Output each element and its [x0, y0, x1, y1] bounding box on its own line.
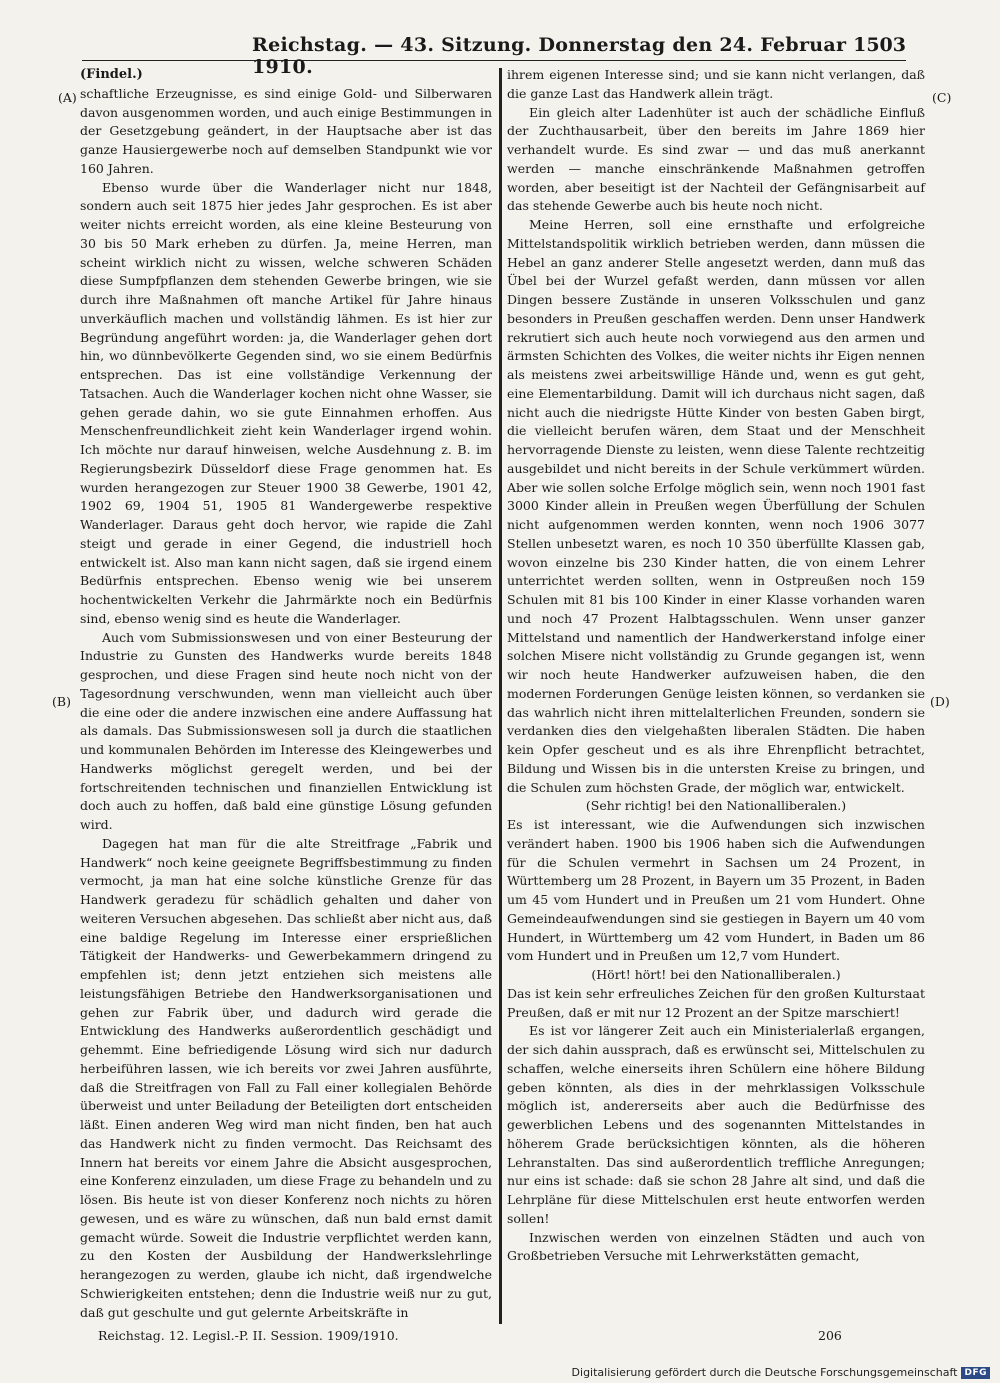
left-column — [80, 66, 492, 1322]
paragraph: Es ist vor längerer Zeit auch ein Ministerialerlaß ergangen, der sich dahin aussprach, daß es erwünscht sei, Mittelschulen zu schaffen, welche einerseits ihren Schülern eine höhere Bildung geben könnten, als dies in der mehrklassigen Volksschule möglich ist, andererseits aber auch die Bedürfnisse des gewerblichen Lebens und des sogenannten Mittelstandes in höherem Grade berücksichtigen könnten, als die höheren Lehranstalten. Das sind außerordentlich treffliche Anregungen; nur eins ist schade: daß sie schon 28 Jahre alt sind, und daß die Lehrpläne für diese Mittelschulen erst heute entworfen werden sollen! — [507, 1023, 925, 1226]
paragraph: ihrem eigenen Interesse sind; und sie kann nicht verlangen, daß die ganze Last das Handwerk allein trägt. — [507, 67, 925, 101]
paragraph: Inzwischen werden von einzelnen Städten und auch von Großbetrieben Versuche mit Lehrwerkstätten gemacht, — [507, 1229, 925, 1264]
header-title: Reichstag. — 43. Sitzung. Donnerstag den 24. Februar 1910. — [252, 34, 847, 78]
paragraph: Ebenso wurde über die Wanderlager nicht nur 1848, sondern auch seit 1875 hier jedes Jahr gesprochen. Es ist aber weiter nichts erreicht worden, als eine kleine Besteurung von 30 bis 50 Mark erheben zu dürfen. Ja, meine Herren, man scheint wirklich nicht zu wissen, welche schweren Schäden diese Sumpfpflanzen dem stehenden Gewerbe bringen, wie sie durch ihre Maßnahmen oft manche Artikel für Jahre hinaus unverkäuflich machen und vollständig lähmen. Es ist hier zur Begründung angeführt worden: ja, die Wanderlager gehen dort hin, wo dünnbevölkerte Gegenden sind, wo sie einem Bedürfnis entsprechen. Das ist eine vollständige Verkennung der Tatsachen. Auch die Wanderlager kochen nicht ohne Wasser, sie gehen gerade dahin, wo sie gute Einnahmen erhoffen. Aus Menschenfreundlichkeit zieht kein Wanderlager irgend wohin. Ich möchte nur darauf hinweisen, welche Ausdehnung z. B. im Regierungsbezirk Düsseldorf diese Frage genommen hat. Es wurden herangezogen zur Steuer 1900 38 Gewerbe, 1901 42, 1902 69, 1904 51, 1905 81 Wandergewerbe respektive Wanderlager. Daraus geht doch hervor, wie rapide die Zahl steigt und gerade in einer Gegend, die industriell hoch entwickelt ist. Also man kann nicht sagen, daß sie irgend einem Bedürfnis entsprechen. Ebenso wenig wie bei unserem hochentwickelten Verkehr die Jahrmärkte noch ein Bedürfnis sind, ebenso wenig sind es heute die Wanderlager. — [80, 179, 492, 626]
paragraph: Meine Herren, soll eine ernsthafte und erfolgreiche Mittelstandspolitik wirklich betrieben werden, dann müssen die Hebel an ganz anderer Stelle angesetzt werden, dann muß das Übel bei der Wurzel gefaßt werden, dann müssen vor allen Dingen bessere Zustände in unseren Volksschulen und ganz besonders in Preußen geschaffen werden. Denn unser Handwerk rekrutiert sich auch heute noch vorwiegend aus den armen und ärmsten Schichten des Volkes, die weiter nichts ihr Eigen nennen als meistens zwei arbeitswillige Hände und, wenn es gut geht, eine Elementarbildung. Damit will ich durchaus nicht sagen, daß nicht auch die niedrigste Hütte Kinder von besten Gaben birgt, die vielleicht berufen wären, dem Staat und der Menschheit hervorragende Dienste zu leisten, wenn diese Talente rechtzeitig ausgebildet und nicht bereits in der Schule verkümmert würden. Aber wie sollen solche Erfolge möglich sein, wenn noch 1901 fast 3000 Kinder allein in Preußen wegen Überfüllung der Schulen nicht aufgenommen werden konnten, wenn noch 1906 3077 Stellen unbesetzt waren, es noch 10 350 überfüllte Klassen gab, wovon einzelne bis 230 Kinder hatten, die von einem Lehrer unterrichtet werden sollten, wenn in Ostpreußen noch 159 Schulen mit 81 bis 100 Kinder in einer Klasse vorhanden waren und noch 47 Prozent Halbtagsschulen. Wenn unser ganzer Mittelstand und namentlich der Handwerkerstand infolge einer solchen Misere nicht vollständig zu Grunde gegangen ist, wenn wir noch heute Handwerker aufzuweisen haben, die den modernen Forderungen Genüge leisten können, so verdanken sie das wahrlich nicht ihren mittelalterlichen Freunden, sondern sie verdanken dies den vielgehaßten liberalen Städten. Die haben kein Opfer gescheut und es als ihre Ehrenpflicht betrachtet, Bildung und Wissen bis in die untersten Kreise zu bringen, und die Schulen zum höchsten Grade, der möglich war, entwickelt. — [507, 217, 925, 795]
margin-mark-d: (D) — [930, 694, 950, 709]
footer-session-info: Reichstag. 12. Legisl.-P. II. Session. 1909/1910. — [98, 1328, 399, 1343]
margin-mark-a: (A) — [58, 90, 77, 105]
margin-mark-c: (C) — [932, 90, 952, 105]
page-number: 1503 — [853, 34, 906, 56]
paragraph: Auch vom Submissionswesen und von einer Besteurung der Industrie zu Gunsten des Handwerks wurde bereits 1848 gesprochen, und diese Fragen sind heute noch nicht von der Tagesordnung verschwunden, wenn man vielleicht auch über die eine oder die andere inzwischen eine andere Auffassung hat als damals. Das Submissionswesen soll ja durch die staatlichen und kommunalen Behörden im Interesse des Kleingewerbes und Handwerks möglichst geregelt werden, und bei der fortschreitenden technischen und finanziellen Entwicklung ist doch auch zu hoffen, daß bald eine günstige Lösung gefunden wird. — [80, 629, 492, 832]
digitization-credit — [572, 1366, 990, 1379]
column-divider — [499, 68, 502, 1324]
credit-text: Digitalisierung gefördert durch die Deutsche Forschungsgemeinschaft — [571, 1366, 958, 1379]
paragraph: schaftliche Erzeugnisse, es sind einige Gold- und Silberwaren davon ausgenommen worden, und auch einige Bestimmungen in der Gesetzgebung geändert, in der Hauptsache aber ist das ganze Hausiergewerbe noch auf demselben Standpunkt wie vor 160 Jahren. — [80, 85, 492, 176]
paragraph: Ein gleich alter Ladenhüter ist auch der schädliche Einfluß der Zuchthausarbeit, über den bereits im Jahre 1869 hier verhandelt wurde. Es sind zwar — und das muß anerkannt werden — manche einschränkende Maßnahmen getroffen worden, aber beseitigt ist der Nachteil der Gefängnisarbeit auf das stehende Gewerbe auch bis heute noch nicht. — [507, 104, 925, 214]
right-column — [507, 66, 925, 1266]
speaker-name: (Findel.) — [80, 67, 143, 82]
interjection: (Sehr richtig! bei den Nationalliberalen.) — [585, 798, 847, 814]
paragraph: Dagegen hat man für die alte Streitfrage „Fabrik und Handwerk“ noch keine geeignete Begriffsbestimmung zu finden vermocht, ja man hat eine solche künstliche Grenze für das Handwerk geradezu für schädlich gehalten und daher von weiteren Versuchen abgesehen. Das schließt aber nicht aus, daß eine baldige Regelung im Interesse einer ersprießlichen Tätigkeit der Handwerks- und Gewerbekammern dringend zu empfehlen ist; denn jetzt entziehen sich meistens alle leistungsfähigen Betriebe den Handwerksorganisationen und gehen zur Fabrik über, und dadurch wird gerade die Entwicklung des Handwerks außerordentlich geschädigt und gehemmt. Eine befriedigende Lösung wird sich nur dadurch herbeiführen lassen, wie ich bereits vor zwei Jahren ausführte, daß die Streitfragen von Fall zu Fall einer kollegialen Behörde überweist und unter Beiladung der Beteiligten dort entscheiden läßt. Einen anderen Weg wird man nicht finden, ben hat auch das Handwerk nicht zu finden vermocht. Das Reichsamt des Innern hat bereits vor einem Jahre die Absicht ausgesprochen, eine Konferenz einzuladen, um diese Frage zu behandeln und zu lösen. Bis heute ist von dieser Konferenz noch nichts zu hören gewesen, und es wäre zu wünschen, daß nun bald ernst damit gemacht würde. Soweit die Industrie verpflichtet werden kann, zu den Kosten der Ausbildung der Handwerkslehrlinge herangezogen zu werden, glaube ich nicht, daß irgendwelche Schwierigkeiten entstehen; denn die Industrie weiß nur zu gut, daß gut geschulte und gut gelernte Arbeitskräfte in — [80, 835, 492, 1320]
interjection: (Hört! hört! bei den Nationalliberalen.) — [591, 967, 841, 982]
paragraph: Es ist interessant, wie die Aufwendungen sich inzwischen verändert haben. 1900 bis 1906 haben sich die Aufwendungen für die Schulen vermehrt in Sachsen um 24 Prozent, in Württemberg um 28 Prozent, in Bayern um 35 Prozent, in Baden um 45 vom Hundert und in Preußen um 21 vom Hundert. Ohne Gemeindeaufwendungen sind sie gestiegen in Bayern um 40 vom Hundert, in Württemberg um 42 vom Hundert, in Baden um 86 vom Hundert und in Preußen um 12,7 vom Hundert. — [507, 817, 925, 964]
footer-sheet-number: 206 — [818, 1328, 842, 1343]
paragraph: Das ist kein sehr erfreuliches Zeichen für den großen Kulturstaat Preußen, daß er mit nur 12 Prozent an der Spitze marschiert! — [507, 985, 925, 1020]
dfg-logo: DFG — [961, 1367, 990, 1379]
margin-mark-b: (B) — [52, 694, 71, 709]
